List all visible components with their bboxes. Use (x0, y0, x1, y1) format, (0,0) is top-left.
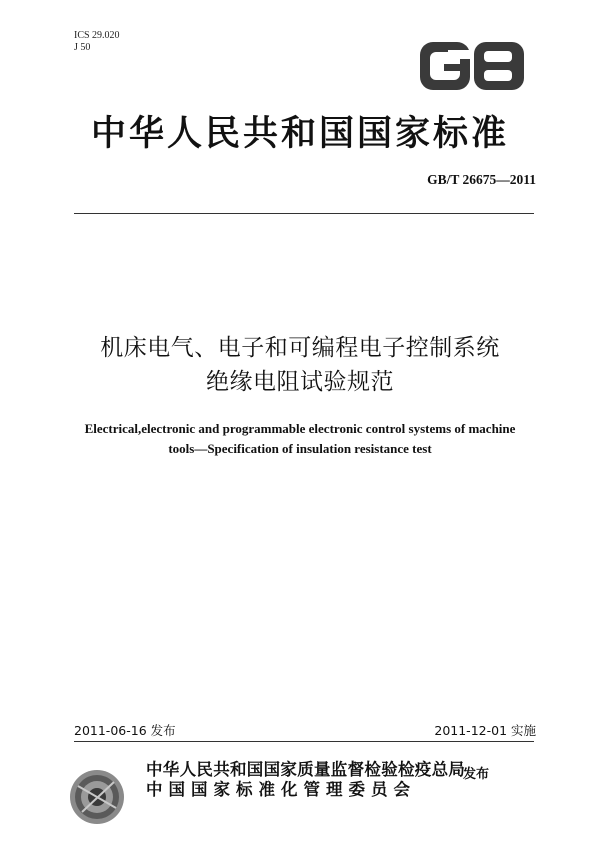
title-en-line2: tools—Specification of insulation resistance test (168, 441, 432, 456)
standard-type-title: 中华人民共和国国家标准 (90, 113, 509, 154)
seal-emblem-icon (68, 768, 126, 826)
ccs-code: J 50 (74, 42, 91, 53)
title-cn-line1: 机床电气、电子和可编程电子控制系统 (100, 335, 500, 361)
ics-code: ICS 29.020 (74, 30, 120, 41)
issuer-line1: 中华人民共和国国家质量监督检验检疫总局 (146, 760, 466, 779)
title-en-line1: Electrical,electronic and programmable electronic control systems of machine (84, 421, 516, 436)
gb-logo-icon (418, 40, 530, 92)
publish-date: 2011-06-16 发布 (74, 723, 176, 738)
implement-date: 2011-12-01 实施 (434, 723, 536, 738)
title-cn-line2: 绝缘电阻试验规范 (206, 369, 394, 395)
issuer-line2: 中国国家标准化管理委员会 (146, 780, 416, 799)
top-rule (74, 213, 534, 214)
issue-label: 发布 (463, 767, 490, 782)
standard-number: GB/T 26675—2011 (427, 172, 536, 187)
bottom-rule (74, 741, 534, 742)
